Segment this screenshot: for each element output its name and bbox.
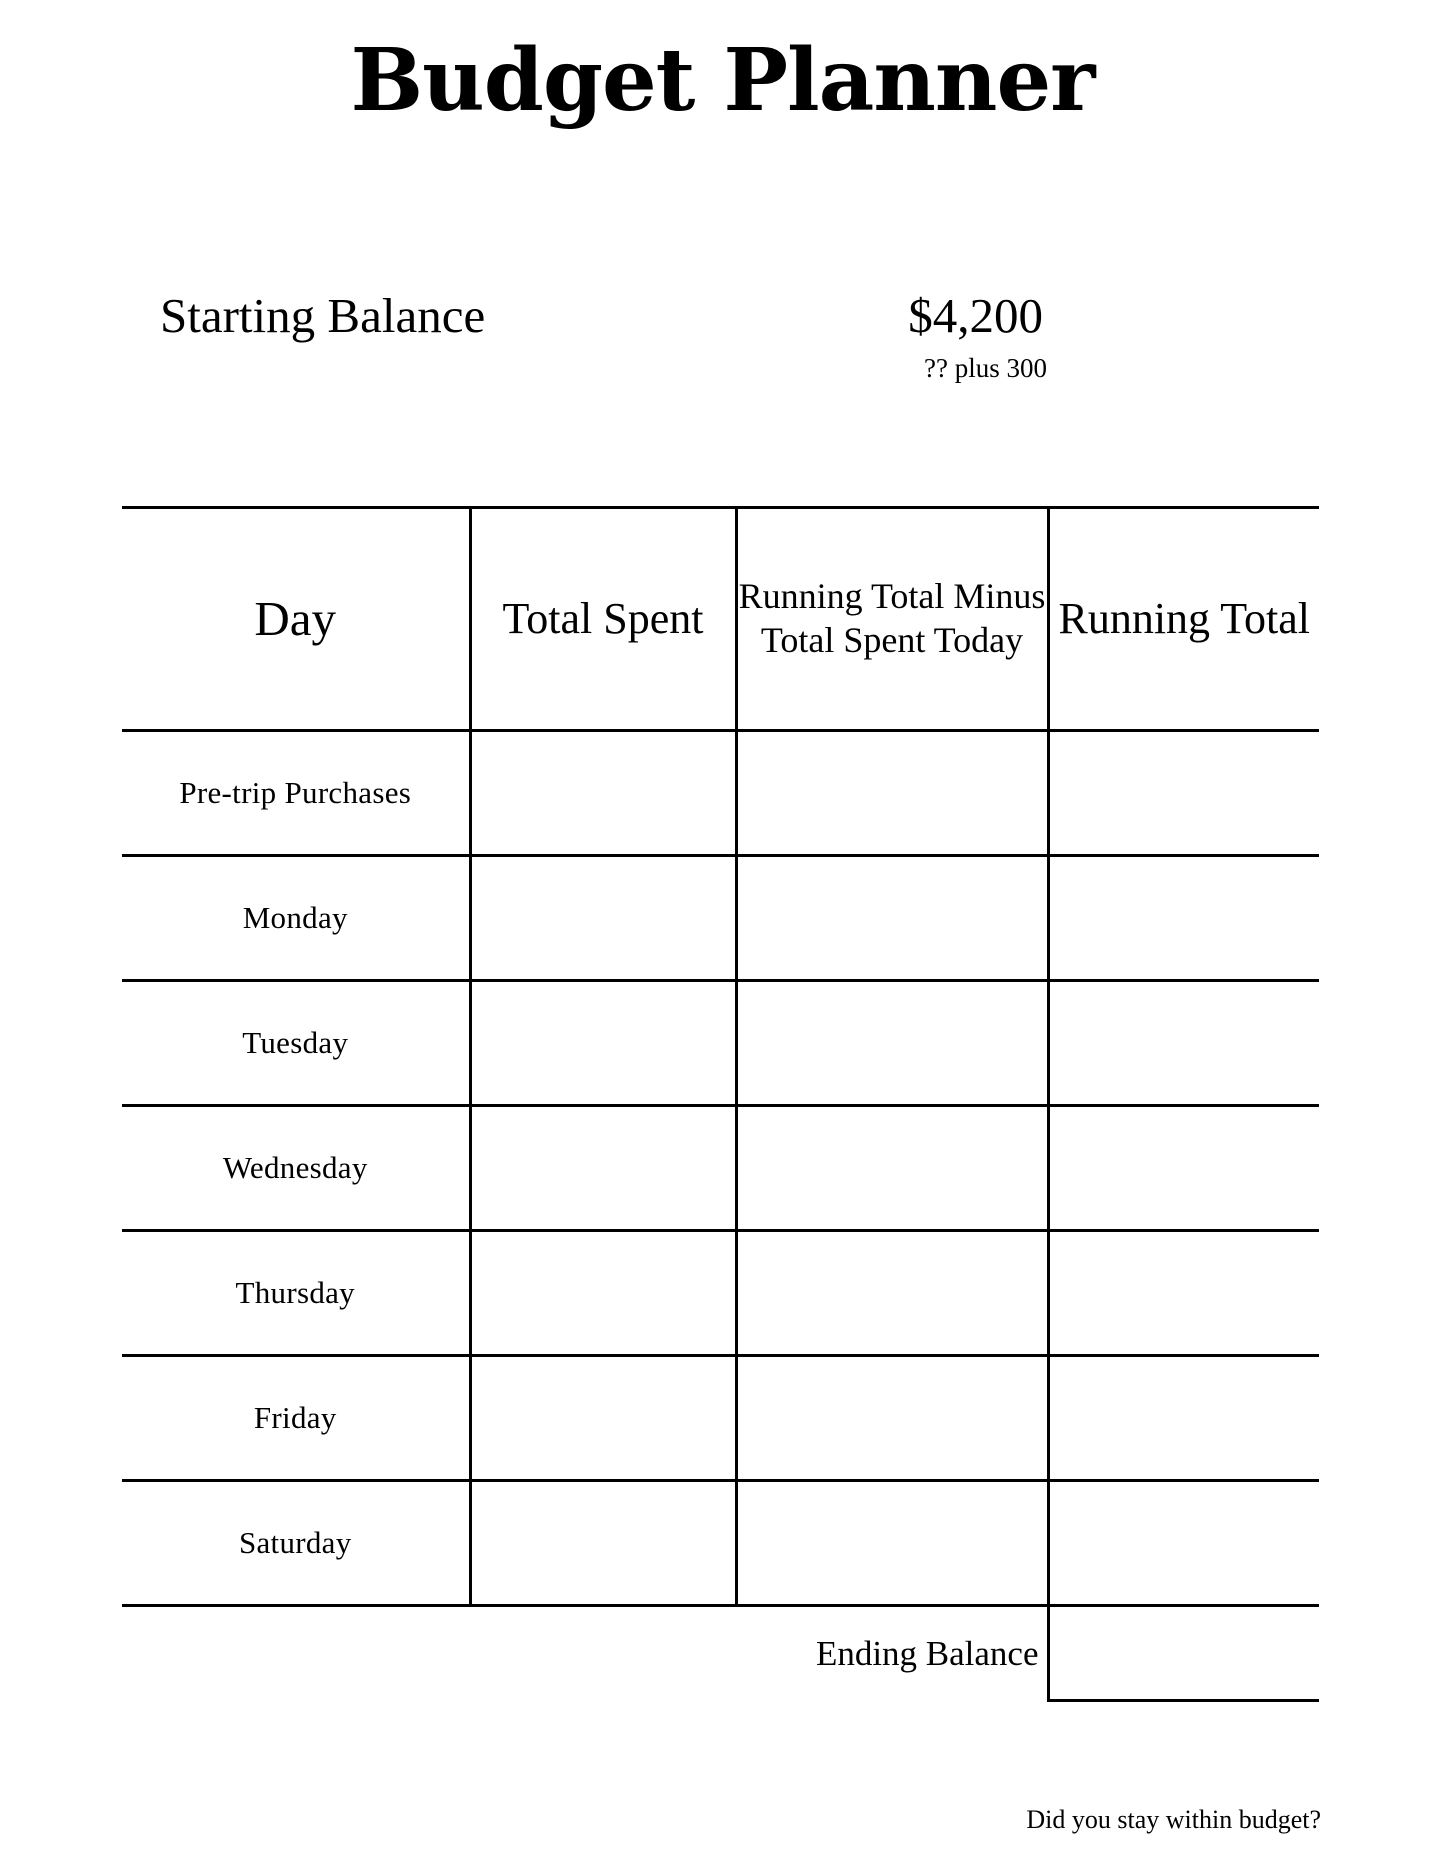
table-row	[122, 1231, 1319, 1356]
cell-running-total[interactable]	[1048, 731, 1319, 856]
cell-running-minus-spent[interactable]	[736, 981, 1048, 1106]
row-label-tuesday: Tuesday	[122, 981, 470, 1106]
budget-table-wrapper	[122, 506, 1319, 1702]
table-row	[122, 1356, 1319, 1481]
cell-total-spent[interactable]	[470, 1356, 736, 1481]
column-header-running-total: Running Total	[1048, 508, 1319, 731]
row-label-saturday: Saturday	[122, 1481, 470, 1606]
cell-running-minus-spent[interactable]	[736, 1356, 1048, 1481]
cell-running-minus-spent[interactable]	[736, 1481, 1048, 1606]
page-title: Budget Planner	[350, 30, 1095, 131]
cell-total-spent[interactable]	[470, 856, 736, 981]
column-header-day: Day	[122, 508, 470, 731]
table-row	[122, 1106, 1319, 1231]
cell-running-total[interactable]	[1048, 1231, 1319, 1356]
cell-running-total[interactable]	[1048, 1106, 1319, 1231]
table-row	[122, 1481, 1319, 1606]
cell-running-total[interactable]	[1048, 981, 1319, 1106]
footer-question: Did you stay within budget?	[1026, 1805, 1321, 1834]
ending-balance-label: Ending Balance	[736, 1606, 1048, 1701]
cell-total-spent[interactable]	[470, 1481, 736, 1606]
cell-total-spent[interactable]	[470, 731, 736, 856]
ending-balance-spacer-mid	[470, 1606, 736, 1701]
cell-running-minus-spent[interactable]	[736, 1231, 1048, 1356]
starting-balance-label: Starting Balance	[160, 288, 486, 343]
table-body	[122, 731, 1319, 1701]
table-row	[122, 856, 1319, 981]
row-label-wednesday: Wednesday	[122, 1106, 470, 1231]
table-row	[122, 731, 1319, 856]
row-label-pre-trip-purchases: Pre-trip Purchases	[122, 731, 470, 856]
row-label-monday: Monday	[122, 856, 470, 981]
cell-running-minus-spent[interactable]	[736, 731, 1048, 856]
cell-running-minus-spent[interactable]	[736, 856, 1048, 981]
cell-running-total[interactable]	[1048, 1481, 1319, 1606]
cell-total-spent[interactable]	[470, 1106, 736, 1231]
ending-balance-row	[122, 1606, 1319, 1701]
cell-total-spent[interactable]	[470, 981, 736, 1106]
table-header-row	[122, 508, 1319, 731]
cell-total-spent[interactable]	[470, 1231, 736, 1356]
row-label-friday: Friday	[122, 1356, 470, 1481]
ending-balance-value[interactable]	[1048, 1606, 1319, 1701]
cell-running-total[interactable]	[1048, 856, 1319, 981]
cell-running-total[interactable]	[1048, 1356, 1319, 1481]
starting-balance-row	[160, 288, 1285, 383]
column-header-running-minus-spent: Running Total Minus Total Spent Today	[736, 508, 1048, 731]
table-row	[122, 981, 1319, 1106]
cell-running-minus-spent[interactable]	[736, 1106, 1048, 1231]
starting-balance-note: ?? plus 300	[924, 353, 1047, 383]
ending-balance-spacer-left	[122, 1606, 470, 1701]
budget-table	[122, 506, 1319, 1702]
starting-balance-value[interactable]: $4,200	[908, 288, 1043, 343]
column-header-total-spent: Total Spent	[470, 508, 736, 731]
row-label-thursday: Thursday	[122, 1231, 470, 1356]
